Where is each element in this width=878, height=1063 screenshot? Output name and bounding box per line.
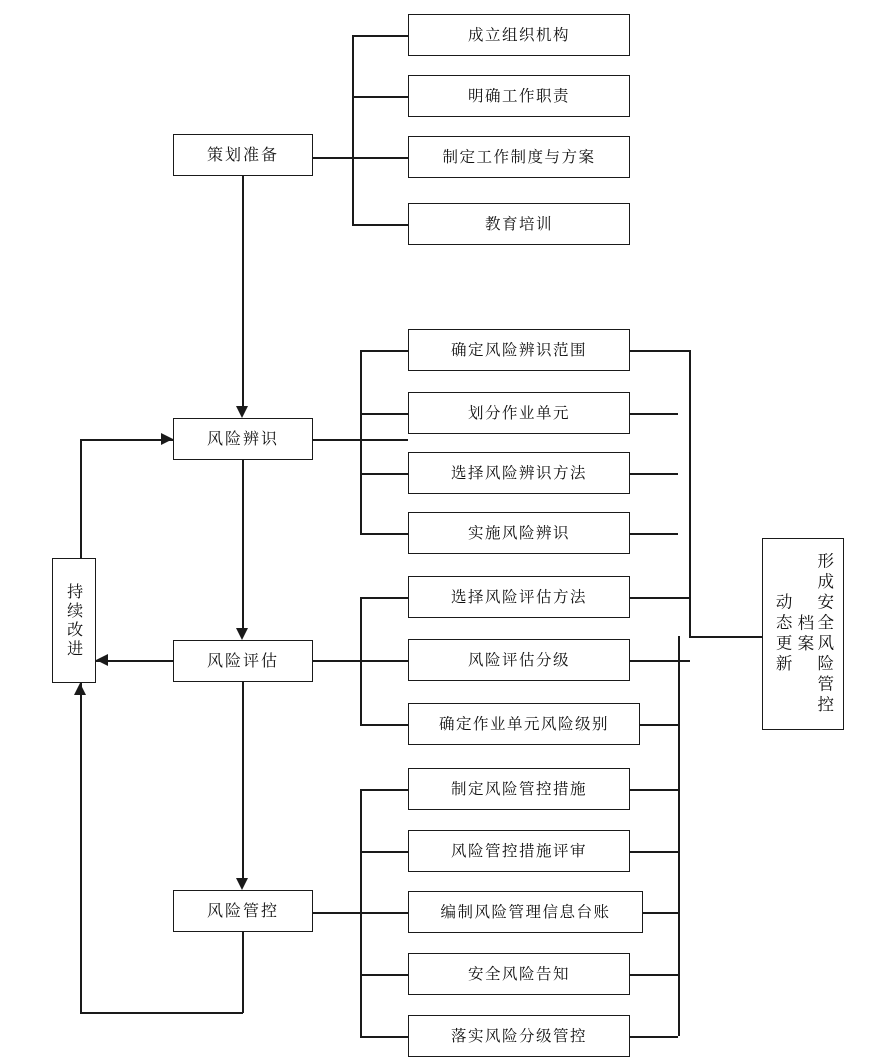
sub-node-control-3[interactable]: 编制风险管理信息台账 (408, 891, 643, 933)
sub-node-assess-1[interactable]: 选择风险评估方法 (408, 576, 630, 618)
connector-identify-branch-4 (360, 473, 408, 475)
connector-control-branch-3 (313, 912, 408, 914)
connector-assess-to-improve (96, 660, 173, 662)
sub-node-plan-4[interactable]: 教育培训 (408, 203, 630, 245)
connector-plan-trunk (352, 35, 354, 224)
connector-identify-right-4 (630, 533, 678, 535)
connector-spine-assess-control (242, 682, 244, 884)
connector-control-branch-4 (360, 974, 408, 976)
sub-node-identify-1[interactable]: 确定风险辨识范围 (408, 329, 630, 371)
sub-node-assess-2[interactable]: 风险评估分级 (408, 639, 630, 681)
connector-improve-upper-vertical (80, 439, 82, 559)
sub-node-identify-2[interactable]: 划分作业单元 (408, 392, 630, 434)
sub-node-plan-1[interactable]: 成立组织机构 (408, 14, 630, 56)
sub-node-identify-3[interactable]: 选择风险辨识方法 (408, 452, 630, 494)
connector-identify-right-3 (630, 473, 678, 475)
connector-plan-branch-2 (352, 96, 408, 98)
stage-node-identify[interactable]: 风险辨识 (173, 418, 313, 460)
connector-identify-right-1 (630, 350, 690, 352)
connector-assess-right-1 (630, 597, 690, 599)
sub-node-assess-3[interactable]: 确定作业单元风险级别 (408, 703, 640, 745)
connector-identify-branch-2 (360, 413, 408, 415)
connector-spine-identify-assess (242, 460, 244, 634)
connector-control-branch-1 (360, 789, 408, 791)
stage-node-plan[interactable]: 策划准备 (173, 134, 313, 176)
connector-control-down (242, 932, 244, 1013)
archive-main-label: 形成安全风险管控档案 (794, 539, 834, 729)
connector-identify-branch-3 (313, 439, 408, 441)
connector-assess-right-3 (640, 724, 680, 726)
sub-node-control-1[interactable]: 制定风险管控措施 (408, 768, 630, 810)
connector-control-right-4 (630, 974, 678, 976)
connector-plan-branch-1 (352, 35, 408, 37)
connector-plan-branch-3 (313, 157, 408, 159)
sub-node-plan-2[interactable]: 明确工作职责 (408, 75, 630, 117)
archive-sub-label: 动态更新 (772, 587, 792, 681)
connector-control-to-improve (80, 1012, 243, 1014)
connector-control-branch-5 (360, 1036, 408, 1038)
sub-node-control-2[interactable]: 风险管控措施评审 (408, 830, 630, 872)
sub-node-control-5[interactable]: 落实风险分级管控 (408, 1015, 630, 1057)
stage-node-control[interactable]: 风险管控 (173, 890, 313, 932)
connector-assess-right-2 (630, 660, 690, 662)
connector-control-right-1 (630, 789, 678, 791)
connector-control-branch-2 (360, 851, 408, 853)
connector-assess-branch-2 (313, 660, 408, 662)
connector-control-right-3 (643, 912, 678, 914)
sub-node-control-4[interactable]: 安全风险告知 (408, 953, 630, 995)
connector-plan-branch-4 (352, 224, 408, 226)
connector-assess-branch-3 (360, 724, 408, 726)
connector-assess-branch-1 (360, 597, 408, 599)
sub-node-plan-3[interactable]: 制定工作制度与方案 (408, 136, 630, 178)
node-risk-control-archive[interactable] (762, 538, 844, 730)
connector-improve-to-identify (80, 439, 173, 441)
stage-node-assess[interactable]: 风险评估 (173, 640, 313, 682)
connector-identify-trunk (360, 350, 362, 533)
connector-spine-plan-identify (242, 176, 244, 412)
connector-control-right-5 (630, 1036, 678, 1038)
connector-identify-right-2 (630, 413, 678, 415)
connector-control-right-2 (630, 851, 678, 853)
node-continuous-improvement[interactable]: 持续改进 (52, 558, 96, 683)
sub-node-identify-4[interactable]: 实施风险辨识 (408, 512, 630, 554)
connector-archive-lower-vertical (678, 636, 680, 1036)
connector-improve-lower-vertical (80, 683, 82, 1013)
connector-identify-branch-1 (360, 350, 408, 352)
connector-archive-upper-vertical (689, 350, 691, 636)
connector-identify-branch-5 (360, 533, 408, 535)
connector-archive-into-box (689, 636, 762, 638)
